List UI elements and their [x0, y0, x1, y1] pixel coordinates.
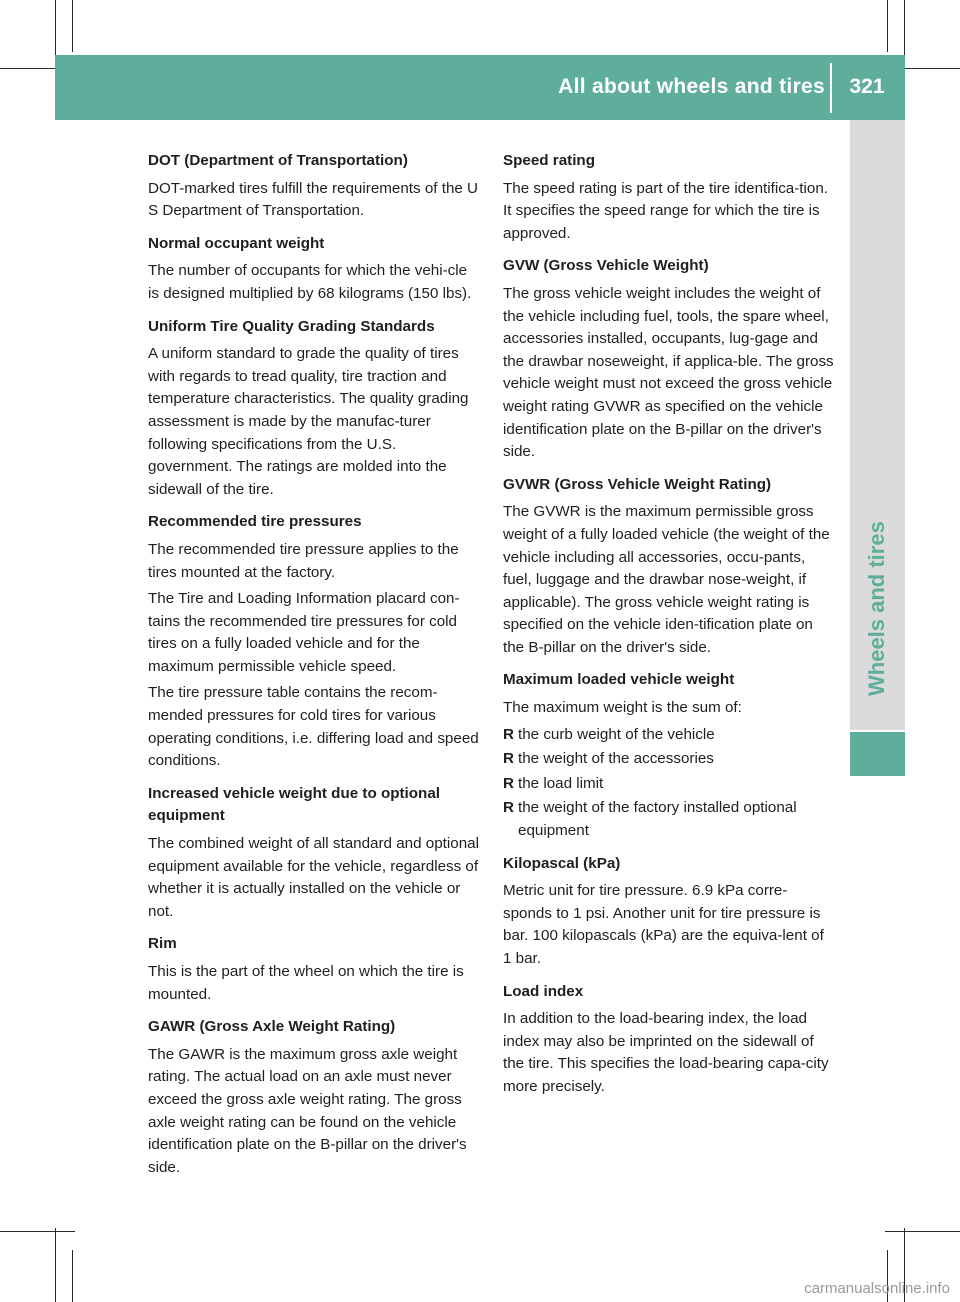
page-number: 321 [849, 75, 885, 98]
page-header [55, 55, 905, 120]
crop-mark [72, 1250, 73, 1302]
crop-mark [72, 0, 73, 52]
left-column [148, 150, 480, 1189]
glossary-term: Rim [148, 935, 177, 953]
glossary-definition: The recommended tire pressure applies to the tires mounted at the factory. [148, 540, 459, 581]
glossary-definition: The GAWR is the maximum gross axle weight rating. The actual load on an axle must never exceed the gross axle weight rating. The gross axle weight rating can be found on the vehicle identification plate on the B-pillar on the driver's side. [148, 1045, 467, 1176]
glossary-definition: DOT-marked tires fulfill the requirements of the U S Department of Transportation. [148, 179, 479, 220]
bullet-item [503, 724, 835, 747]
glossary-term: Speed rating [503, 152, 595, 169]
bullet-marker: R [503, 799, 514, 817]
glossary-definition: The speed rating is part of the tire identifica-tion. It specifies the speed range for which the tire is approved. [503, 179, 829, 242]
glossary-entry [148, 1016, 480, 1179]
glossary-definition: The maximum weight is the sum of: [503, 699, 742, 717]
header-divider [830, 63, 832, 113]
glossary-definition: Metric unit for tire pressure. 6.9 kPa corre-sponds to 1 psi. Another unit for tire pressure is bar. 100 kilopascals (kPa) are the equiva-lent of 1 bar. [503, 882, 824, 967]
glossary-definition: The tire pressure table contains the recom-mended pressures for cold tires for various operating conditions, i.e. differing load and speed conditions. [148, 684, 479, 770]
glossary-entry [148, 783, 480, 924]
glossary-term: GVWR (Gross Vehicle Weight Rating) [503, 475, 772, 493]
glossary-definition: The Tire and Loading Information placard con-tains the recommended tire pressures for cold tires on a fully loaded vehicle and for the maximum permissible vehicle speed. [148, 590, 460, 675]
glossary-term: Increased vehicle weight due to optional equipment [148, 784, 440, 825]
glossary-term: Recommended tire pressures [148, 513, 362, 531]
bullet-item [503, 797, 835, 842]
watermark: carmanualsonline.info [804, 1280, 950, 1297]
bullet-item [503, 773, 835, 796]
glossary-term: Kilopascal (kPa) [503, 854, 621, 872]
section-marker-block [850, 732, 905, 776]
bullet-text: the curb weight of the vehicle [518, 725, 715, 743]
bullet-item [503, 748, 835, 771]
glossary-entry [503, 981, 835, 1099]
glossary-definition: A uniform standard to grade the quality of tires with regards to tread quality, tire traction and temperature characteristics. The quality grading assessment is made by the manufac-turer following specifications from the U.S. government. The ratings are molded into the sidewall of the tire. [148, 345, 469, 498]
bullet-list [503, 724, 835, 843]
bullet-marker: R [503, 750, 514, 768]
glossary-entry [503, 255, 835, 463]
glossary-definition: The number of occupants for which the vehi-cle is designed multiplied by 68 kilograms (150 lbs). [148, 262, 472, 302]
section-tab-label: Wheels and tires [864, 521, 889, 696]
glossary-entry [503, 474, 835, 660]
crop-mark [55, 1228, 56, 1302]
bullet-text: the weight of the accessories [518, 750, 714, 768]
glossary-entry [503, 669, 835, 842]
glossary-definition: This is the part of the wheel on which the tire is mounted. [148, 963, 464, 1003]
glossary-entry [148, 511, 480, 773]
bullet-marker: R [503, 725, 514, 743]
bullet-text: the load limit [518, 774, 604, 792]
glossary-definition: In addition to the load-bearing index, the load index may also be imprinted on the sidewall of the tire. This specifies the load-bearing capa-city more precisely. [503, 1010, 829, 1095]
glossary-definition: The GVWR is the maximum permissible gross weight of a fully loaded vehicle (the weight of the vehicle including all accessories, occu-pants, fuel, luggage and the drawbar nose-weight, if applicable). The gross vehicle weight rating is specified on the vehicle iden-tification plate on the B-pillar on the driver's side. [503, 503, 830, 656]
glossary-term: Normal occupant weight [148, 234, 325, 252]
crop-mark [887, 0, 888, 52]
glossary-term: GAWR (Gross Axle Weight Rating) [148, 1018, 396, 1036]
glossary-term: DOT (Department of Transportation) [148, 152, 408, 169]
bullet-marker: R [503, 774, 514, 792]
bullet-text: the weight of the factory installed optional equipment [518, 799, 797, 840]
glossary-entry [503, 150, 835, 245]
glossary-entry [148, 150, 480, 223]
glossary-definition: The combined weight of all standard and optional equipment available for the vehicle, regardless of whether it is actually installed on the vehicle or not. [148, 835, 479, 920]
glossary-term: GVW (Gross Vehicle Weight) [503, 257, 709, 275]
glossary-term: Load index [503, 982, 584, 1000]
glossary-entry [148, 233, 480, 306]
glossary-term: Maximum loaded vehicle weight [503, 671, 735, 689]
right-column [503, 150, 835, 1109]
glossary-entry [503, 853, 835, 971]
page-title: All about wheels and tires [558, 75, 825, 98]
glossary-entry [148, 933, 480, 1006]
glossary-term: Uniform Tire Quality Grading Standards [148, 317, 435, 335]
glossary-definition: The gross vehicle weight includes the weight of the vehicle including fuel, tools, the spare wheel, accessories installed, occupants, lug-gage and the drawbar noseweight, if applica-ble. The gross vehicle weight must not exceed the gross vehicle weight rating GVWR as specified on the vehicle identification plate on the B-pillar on the driver's side. [503, 284, 834, 461]
crop-mark [0, 1231, 75, 1232]
section-side-tab [850, 120, 905, 730]
crop-mark [885, 1231, 960, 1232]
glossary-entry [148, 316, 480, 502]
